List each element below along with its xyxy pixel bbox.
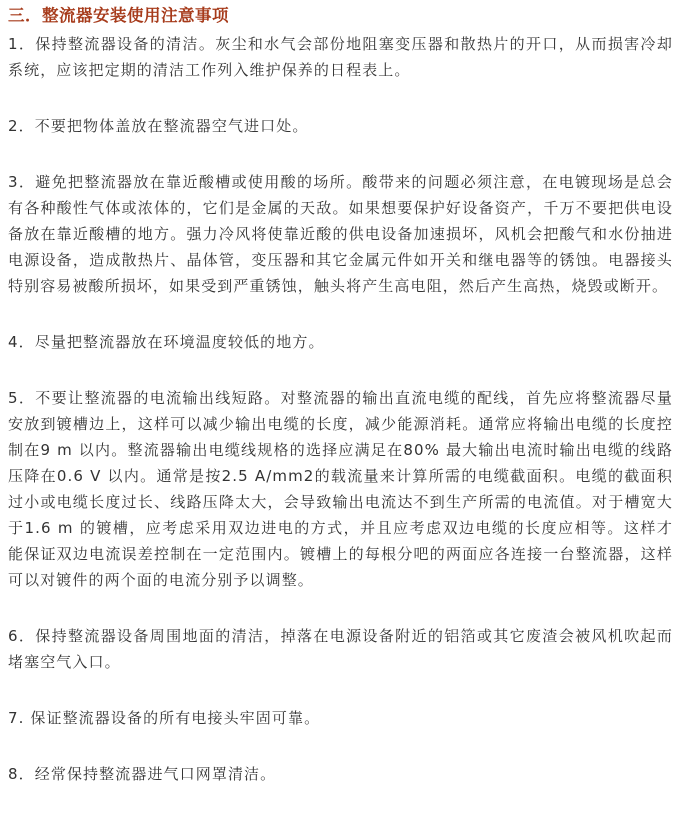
paragraph-gap: [8, 299, 673, 329]
list-item-8: 8．经常保持整流器进气口网罩清洁。: [8, 765, 277, 783]
list-item-1: 1．保持整流器设备的清洁。灰尘和水气会部份地阻塞变压器和散热片的开口，从而损害冷却系统，应该把定期的清洁工作列入维护保养的日程表上。: [8, 35, 673, 79]
paragraph-gap: [8, 139, 673, 169]
list-item-7: 7. 保证整流器设备的所有电接头牢固可靠。: [8, 709, 321, 727]
paragraph-gap: [8, 731, 673, 761]
paragraph-gap: [8, 355, 673, 385]
paragraph-gap: [8, 593, 673, 623]
list-item-5: 5．不要让整流器的电流输出线短路。对整流器的输出直流电缆的配线，首先应将整流器尽量安放到镀槽边上，这样可以减少输出电缆的长度，减少能源消耗。通常应将输出电缆的长度控制在9 m 以内。整流器输出电缆线规格的选择应满足在80% 最大输出电流时输出电缆的线路压降在0.6 V 以内。通常是按2.5 A/mm2的载流量来计算所需的电缆截面积。电缆的截面积过小或电缆长度过长、线路压降太大，会导致输出电流达不到生产所需的电流值。对于槽宽大于1.6 m 的镀槽，应考虑采用双边进电的方式，并且应考虑双边电缆的长度应相等。这样才能保证双边电流误差控制在一定范围内。镀槽上的每根分吧的两面应各连接一台整流器，这样可以对镀件的两个面的电流分别予以调整。: [8, 389, 673, 589]
list-item-2: 2．不要把物体盖放在整流器空气进口处。: [8, 117, 309, 135]
list-item-4: 4．尽量把整流器放在环境温度较低的地方。: [8, 333, 325, 351]
list-item-6: 6．保持整流器设备周围地面的清洁，掉落在电源设备附近的铝箔或其它废渣会被风机吹起而堵塞空气入口。: [8, 627, 673, 671]
paragraph-gap: [8, 675, 673, 705]
list-item-3: 3．避免把整流器放在靠近酸槽或使用酸的场所。酸带来的问题必须注意，在电镀现场是总会有各种酸性气体或浓体的，它们是金属的天敌。如果想要保护好设备资产，千万不要把供电设备放在靠近酸槽的地方。强力冷风将使靠近酸的供电设备加速损坏，风机会把酸气和水份抽进电源设备，造成散热片、晶体管，变压器和其它金属元件如开关和继电器等的锈蚀。电器接头特别容易被酸所损坏，如果受到严重锈蚀，触头将产生高电阻，然后产生高热，烧毁或断开。: [8, 173, 673, 295]
paragraph-gap: [8, 83, 673, 113]
section-heading: 三．整流器安装使用注意事项: [8, 6, 229, 25]
